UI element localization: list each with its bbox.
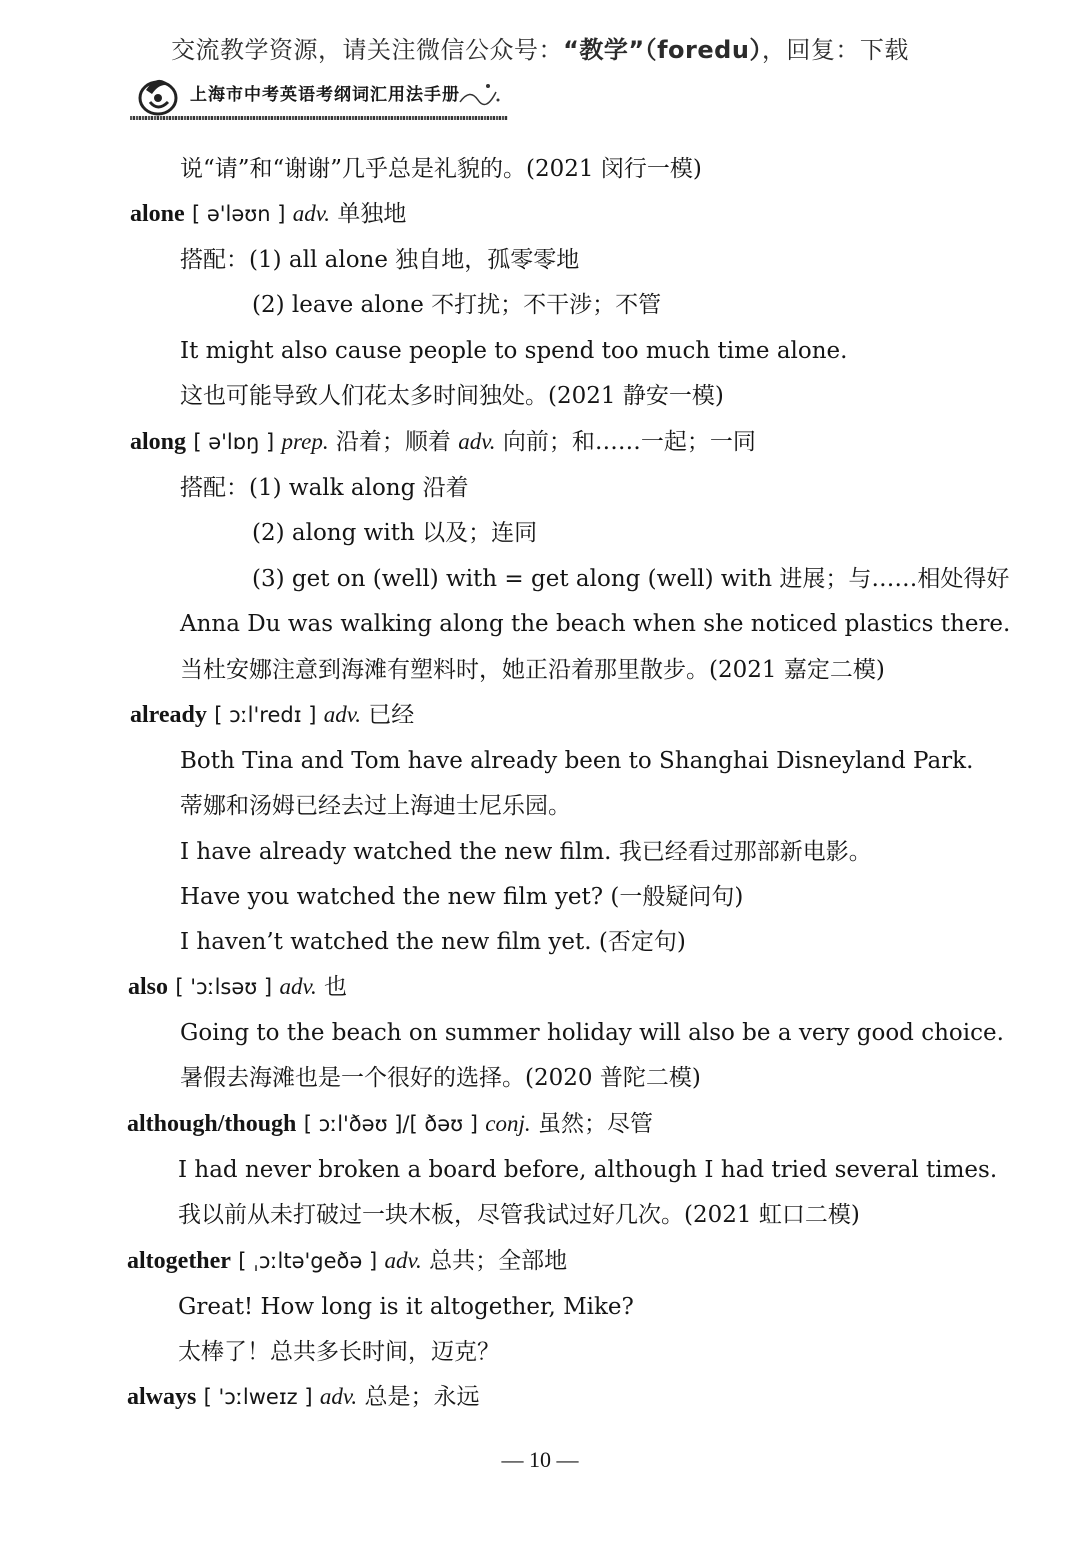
text-line: I haven’t watched the new film yet. (否定句) xyxy=(180,929,686,955)
pronunciation: [ ə'lɒŋ ] xyxy=(193,430,275,454)
part-of-speech: conj. xyxy=(485,1111,531,1136)
wechat-notice xyxy=(0,30,1080,65)
text-line: (2) along with 以及；连同 xyxy=(252,520,538,546)
notice-suffix: ，回复：下载 xyxy=(761,36,909,64)
part-of-speech: adv. xyxy=(323,702,361,727)
pronunciation: [ ɔːl'ðəʊ ]/[ ðəʊ ] xyxy=(303,1112,478,1136)
notice-prefix: 交流教学资源，请关注微信公众号： xyxy=(171,36,564,64)
meaning: 已经 xyxy=(368,702,415,728)
text-line: (2) leave alone 不打扰；不干涉；不管 xyxy=(252,292,662,318)
text-line: Anna Du was walking along the beach when she noticed plastics there. xyxy=(180,611,1011,637)
part-of-speech: adv. xyxy=(292,201,331,226)
header-rule xyxy=(130,116,508,120)
part-of-speech: adv. xyxy=(319,1384,358,1409)
text-line: 蒂娜和汤姆已经去过上海迪士尼乐园。 xyxy=(180,793,571,819)
text-line: 太棒了！总共多长时间，迈克？ xyxy=(178,1339,500,1365)
pronunciation: [ ˌɔːltə'geðə ] xyxy=(238,1249,378,1273)
text-line: Going to the beach on summer holiday will also be a very good choice. xyxy=(180,1020,1004,1046)
text-line: 说“请”和“谢谢”几乎总是礼貌的。(2021 闵行一模) xyxy=(180,156,702,182)
headword: although/though xyxy=(127,1111,297,1137)
headword: altogether xyxy=(127,1248,231,1274)
text-line: Great! How long is it altogether, Mike? xyxy=(178,1294,634,1320)
entry-alone xyxy=(130,199,406,229)
entry-along xyxy=(130,427,756,457)
text-line: 搭配：(1) all alone 独自地，孤零零地 xyxy=(180,247,580,273)
part-of-speech: adv. xyxy=(458,429,496,454)
text-line: Have you watched the new film yet? (一般疑问句) xyxy=(180,884,744,910)
entry-also xyxy=(128,972,347,1002)
entry-although xyxy=(127,1109,653,1139)
notice-account: “教学” xyxy=(563,36,645,64)
meaning: 总是；永远 xyxy=(364,1384,480,1410)
part-of-speech: prep. xyxy=(281,429,329,454)
notice-id: （foredu） xyxy=(644,36,762,64)
entry-altogether xyxy=(127,1246,567,1276)
headword: along xyxy=(130,429,187,455)
headword: alone xyxy=(130,201,185,227)
entry-already xyxy=(130,700,414,730)
meaning: 虽然；尽管 xyxy=(537,1111,653,1137)
headword: already xyxy=(130,702,207,728)
meaning: 也 xyxy=(324,974,348,1000)
pronunciation: [ ɔːl'redɪ ] xyxy=(214,703,317,727)
book-title: 上海市中考英语考纲词汇用法手册 xyxy=(190,85,460,105)
part-of-speech: adv. xyxy=(279,974,317,999)
decorative-mark-icon xyxy=(456,78,506,108)
meaning: 总共；全部地 xyxy=(429,1248,568,1274)
text-line: (3) get on (well) with = get along (well) with 进展；与……相处得好 xyxy=(252,566,1010,592)
pronunciation: [ 'ɔːlsəʊ ] xyxy=(175,975,273,999)
entry-always xyxy=(127,1382,479,1412)
text-line: It might also cause people to spend too much time alone. xyxy=(180,338,848,364)
text-line: I have already watched the new film. 我已经看过那部新电影。 xyxy=(180,839,872,865)
headword: always xyxy=(127,1384,197,1410)
meaning: 向前；和……一起；一同 xyxy=(502,429,756,455)
text-line: 我以前从未打破过一块木板，尽管我试过好几次。(2021 虹口二模) xyxy=(178,1202,860,1228)
book-logo-icon xyxy=(130,68,190,120)
pronunciation: [ 'ɔːlweɪz ] xyxy=(203,1385,313,1409)
page-number: — 10 — xyxy=(501,1447,579,1472)
text-line: 暑假去海滩也是一个很好的选择。(2020 普陀二模) xyxy=(180,1065,701,1091)
part-of-speech: adv. xyxy=(384,1248,422,1273)
text-line: 搭配：(1) walk along 沿着 xyxy=(180,475,469,501)
text-line: 当杜安娜注意到海滩有塑料时，她正沿着那里散步。(2021 嘉定二模) xyxy=(180,657,885,683)
text-line: 这也可能导致人们花太多时间独处。(2021 静安一模) xyxy=(180,383,724,409)
headword: also xyxy=(128,974,169,1000)
meaning: 沿着；顺着 xyxy=(335,429,451,455)
running-header xyxy=(130,68,510,120)
text-line: I had never broken a board before, although I had tried several times. xyxy=(178,1157,998,1183)
pronunciation: [ ə'ləʊn ] xyxy=(191,202,286,226)
text-line: Both Tina and Tom have already been to Shanghai Disneyland Park. xyxy=(180,748,974,774)
meaning: 单独地 xyxy=(337,201,407,227)
